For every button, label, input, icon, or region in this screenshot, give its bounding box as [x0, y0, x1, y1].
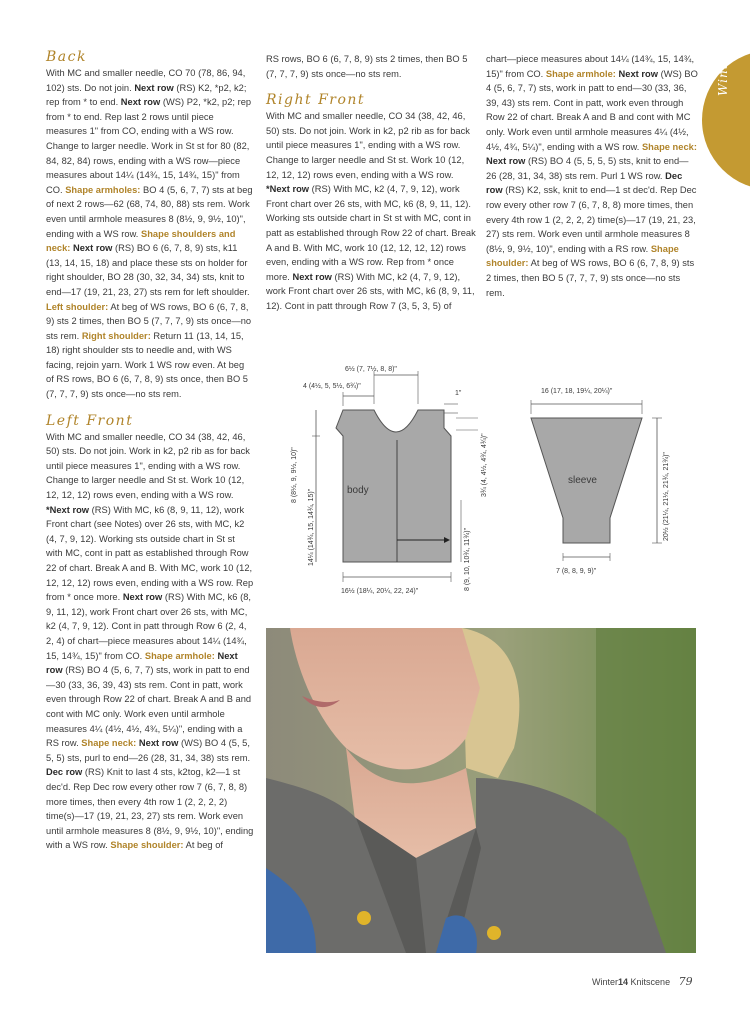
- chart-height-label: 8 (9, 10, 10¾, 11¾)": [464, 527, 471, 591]
- right-front-heading: Right Front: [266, 92, 366, 109]
- photo-model-cardigan: [266, 628, 696, 953]
- shoulder-width-label: 4 (4½, 5, 5½, 6¾)": [303, 383, 361, 390]
- cuff-width-label: 7 (8, 8, 9, 9)": [556, 568, 597, 575]
- left-front-heading: Left Front: [46, 412, 134, 429]
- neck-width-label: 6½ (7, 7½, 8, 8)": [345, 366, 397, 373]
- back-heading: Back: [46, 49, 87, 65]
- shoulder-drop-label: 1": [455, 390, 462, 397]
- footer-season: Winter: [592, 977, 619, 987]
- text-column-2: [266, 52, 478, 314]
- footer-issue: 14: [618, 977, 629, 987]
- neck-depth-label: 3¾ (4, 4½, 4¾, 4¾)": [481, 433, 488, 497]
- back-continued: RS rows, BO 6 (6, 7, 8, 9) sts 2 times, then BO 5 (7, 7, 7, 9) sts once—no sts rem.: [266, 54, 468, 79]
- footer-magazine: Knitscene: [630, 977, 671, 987]
- text-column-3: [486, 52, 698, 300]
- body-length-label: 14¼ (14¾, 15, 14¾, 15)": [308, 488, 315, 566]
- sleeve-label: sleeve: [568, 475, 597, 486]
- back-instructions: With MC and smaller needle, CO 70 (78, 86, 94, 102) sts. Do not join. Next row (RS) K2, *p2, k2; rep from * to end. Next row (WS) P2, *k2, p2; rep from * to end. Rep last 2 rows until piece measures 1" from CO, ending with a WS row. Change to larger needle. Work in St st for 80 (82, 84, 82, 84) rows, ending with a WS row—piece measures about 14¼ (14¾, 15, 14¾, 15)" from CO. Shape armholes: BO 4 (5, 6, 7, 7) sts at beg of next 2 rows—62 (68, 74, 80, 88) sts rem. Work even until armhole measures 8 (8½, 9, 9½, 10)", ending with a WS row. Shape shoulders and neck: Next row (RS) BO 6 (6, 7, 8, 9) sts, k11 (13, 14, 15, 18) and place these sts on holder for right shoulder, BO 28 (30, 32, 34, 34) sts, knit to end—17 (19, 21, 23, 27) sts rem for left shoulder. Left shoulder: At beg of WS rows, BO 6 (6, 7, 8, 9) sts 2 times, then BO 5 (7, 7, 7, 9) sts once—no sts rem. Right shoulder: Return 11 (13, 14, 15, 18) right shoulder sts to needle and, with WS facing, rejoin yarn. Work 1 WS row even. At beg of RS rows, BO 6 (6, 7, 8, 9) sts once, then BO 5 (7, 7, 7, 9) sts once—no sts rem.: [46, 68, 253, 400]
- sleeve-top-label: 16 (17, 18, 19¼, 20¼)": [541, 388, 613, 395]
- body-label: body: [347, 485, 369, 496]
- page-footer: [592, 975, 693, 988]
- right-front-instructions: With MC and smaller needle, CO 34 (38, 42, 46, 50) sts. Do not join. Work in k2, p2 rib as for back until piece measures 1", ending with a WS row. Change to larger needle and St st. Work 10 (12, 12, 12, 12) rows even, ending with a WS row. *Next row (RS) With MC, k2 (4, 7, 9, 12), work Front chart over 26 sts, with MC, k6 (8, 9, 11, 12). Working sts outside chart in St st with MC, cont in patt as established through Row 22 of chart. Break A and B. With MC, work 10 (12, 12, 12, 12) rows even, ending with a WS row. Rep from * once more. Next row (RS) With MC, k2 (4, 7, 9, 12), work Front chart over 26 sts, with MC, k6 (8, 9, 11, 12). Cont in patt through Row 7 (3, 5, 3, 5) of: [266, 111, 476, 311]
- text-column-1: [46, 48, 254, 853]
- body-width-label: 16½ (18¼, 20¼, 22, 24)": [341, 588, 419, 595]
- right-front-continued: chart—piece measures about 14¼ (14¾, 15, 14¾, 15)" from CO. Shape armhole: Next row (WS) BO 4 (5, 6, 7, 7) sts, work in patt to end—30 (33, 36, 39, 43) sts rem. Cont in patt, work even through Row 22 of chart. Break A and B and cont with MC only. Work even until armhole measures 4¼ (4½, 4½, 4¾, 5¼)", ending with a WS row. Shape neck: Next row (RS) BO 4 (5, 5, 5, 5) sts, knit to end—26 (28, 31, 34, 38) sts rem. Purl 1 WS row. Dec row (RS) K2, ssk, knit to end—1 st dec'd. Rep Dec row every other row 7 (6, 7, 8, 8) more times, then every 4th row 1 (2, 2, 2, 2) time(s)—17 (19, 21, 23, 27) sts rem. Work even until armhole measures 8 (8½, 9, 9½, 10)", ending with a RS row. Shape shoulder: At beg of WS rows, BO 6 (6, 7, 8, 9) sts 2 times, then BO 5 (7, 7, 7, 9) sts once—no sts rem.: [486, 54, 698, 298]
- left-front-instructions: With MC and smaller needle, CO 34 (38, 42, 46, 50) sts. Do not join. Work in k2, p2 rib as for back until piece measures 1", ending with a WS row. Change to larger needle and St st. Work 10 (12, 12, 12, 12) rows even, ending with a WS row. *Next row (RS) With MC, k6 (8, 9, 11, 12), work Front chart (see Notes) over 26 sts, with MC, k2 (4, 7, 9, 12). Working sts outside chart in St st with MC, cont in patt as established through Row 22 of chart. Break A and B. With MC, work 10 (12, 12, 12, 12) rows even, ending with a WS row. Rep from * once more. Next row (RS) With MC, k6 (8, 9, 11, 12), work Front chart over 26 sts, with MC, k2 (4, 7, 9, 12). Cont in patt through Row 6 (2, 4, 2, 4) of chart—piece measures about 14¼ (14¾, 15, 14¾, 15)" from CO. Shape armhole: Next row (RS) BO 4 (5, 6, 7, 7) sts, work in patt to end—30 (33, 36, 39, 43) sts rem. Cont in patt, work even through Row 22 of chart. Break A and B and cont with MC only. Work even until armhole measures 4¼ (4½, 4½, 4¾, 5¼)", ending with a RS row. Shape neck: Next row (WS) BO 4 (5, 5, 5, 5) sts, purl to end—26 (28, 31, 34, 38) sts rem. Dec row (RS) Knit to last 4 sts, k2tog, k2—1 st dec'd. Rep Dec row every other row 7 (6, 7, 8, 8) more times, then every 4th row 1 (2, 2, 2, 2) time(s)—17 (19, 21, 23, 27) sts rem. Work even until armhole measures 8 (8½, 9, 9½, 10)", ending with a WS row. Shape shoulder: At beg of: [46, 431, 254, 851]
- schematic-diagram: [266, 354, 706, 610]
- armhole-depth-label: 8 (8½, 9, 9½, 10)": [291, 447, 298, 503]
- page-number: 79: [678, 975, 693, 988]
- sleeve-length-label: 20½ (21¼, 21½, 21¾, 21¾)": [663, 452, 670, 541]
- section-tab-label: Winter: [716, 48, 730, 96]
